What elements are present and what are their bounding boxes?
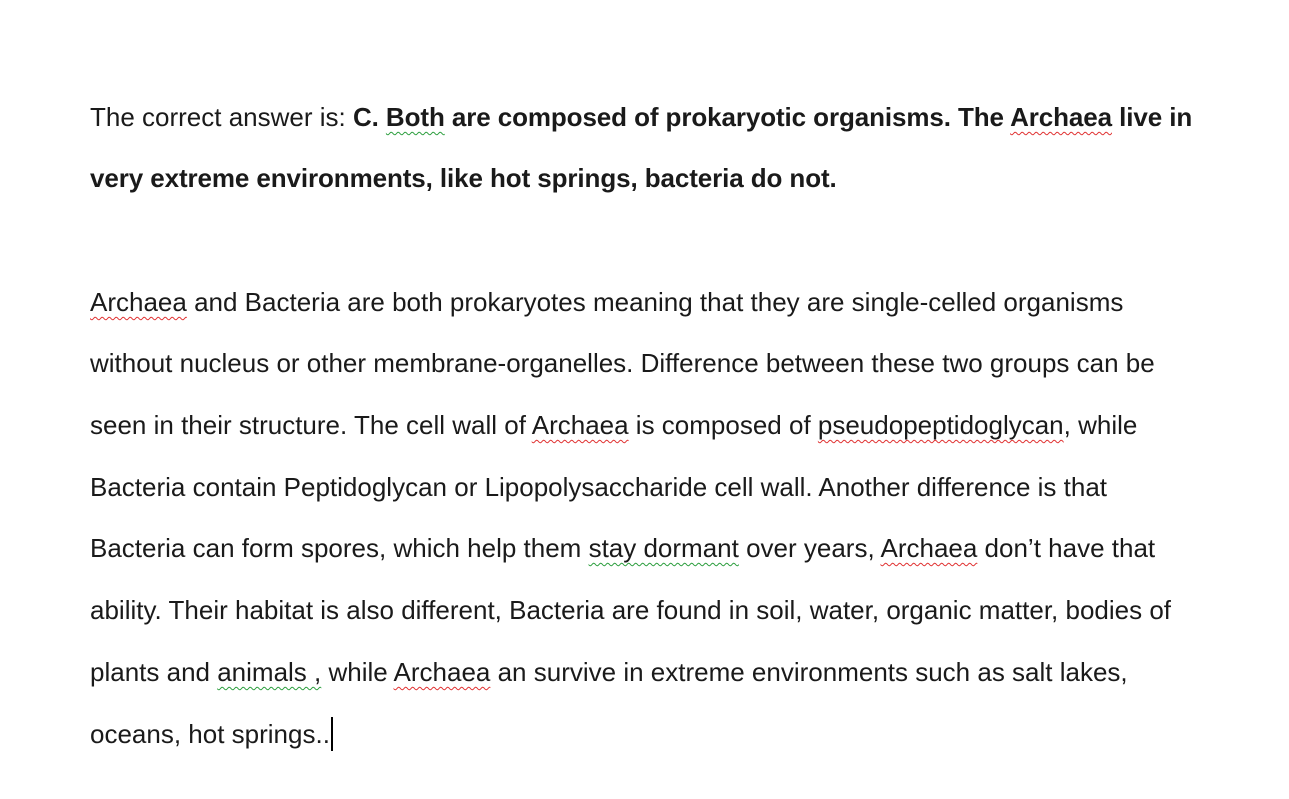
spelling-flag-archaea[interactable]: Archaea xyxy=(880,533,978,563)
spelling-flag-archaea[interactable]: Archaea xyxy=(90,287,187,317)
spelling-flag-pseudopeptidoglycan[interactable]: pseudopeptidoglycan xyxy=(817,410,1064,440)
answer-option: C. Both are composed of prokaryotic organisms. The Archaea live in xyxy=(352,102,1193,132)
spelling-flag-archaea[interactable]: Archaea xyxy=(531,410,629,440)
explanation-line-4: Bacteria contain Peptidoglycan or Lipopolysaccharide cell wall. Another difference is that xyxy=(90,472,1108,502)
explanation-line-7: plants and animals , while Archaea an survive in extreme environments such as salt lakes, xyxy=(90,657,1128,687)
text-cursor xyxy=(331,717,333,751)
grammar-flag-stay-dormant[interactable]: stay dormant xyxy=(588,533,739,563)
explanation-line-1: Archaea and Bacteria are both prokaryotes meaning that they are single-celled organisms xyxy=(90,287,1124,317)
explanation-line-6: ability. Their habitat is also different, Bacteria are found in soil, water, organic matter, bodies of xyxy=(90,595,1172,625)
spelling-flag-archaea[interactable]: Archaea xyxy=(1010,102,1112,132)
answer-prefix: The correct answer is: xyxy=(90,102,353,132)
explanation-line-3: seen in their structure. The cell wall of Archaea is composed of pseudopeptidoglycan, while xyxy=(90,410,1138,440)
answer-line-2: very extreme environments, like hot springs, bacteria do not. xyxy=(90,163,837,193)
grammar-flag-both[interactable]: Both xyxy=(385,102,445,132)
spelling-flag-archaea[interactable]: Archaea xyxy=(393,657,491,687)
explanation-line-5: Bacteria can form spores, which help them stay dormant over years, Archaea don’t have that xyxy=(90,533,1156,563)
explanation-line-2: without nucleus or other membrane-organelles. Difference between these two groups can be xyxy=(90,348,1155,378)
grammar-flag-animals[interactable]: animals , xyxy=(217,657,322,687)
explanation-line-8: oceans, hot springs.. xyxy=(90,717,333,751)
answer-line-1 xyxy=(90,101,1192,133)
